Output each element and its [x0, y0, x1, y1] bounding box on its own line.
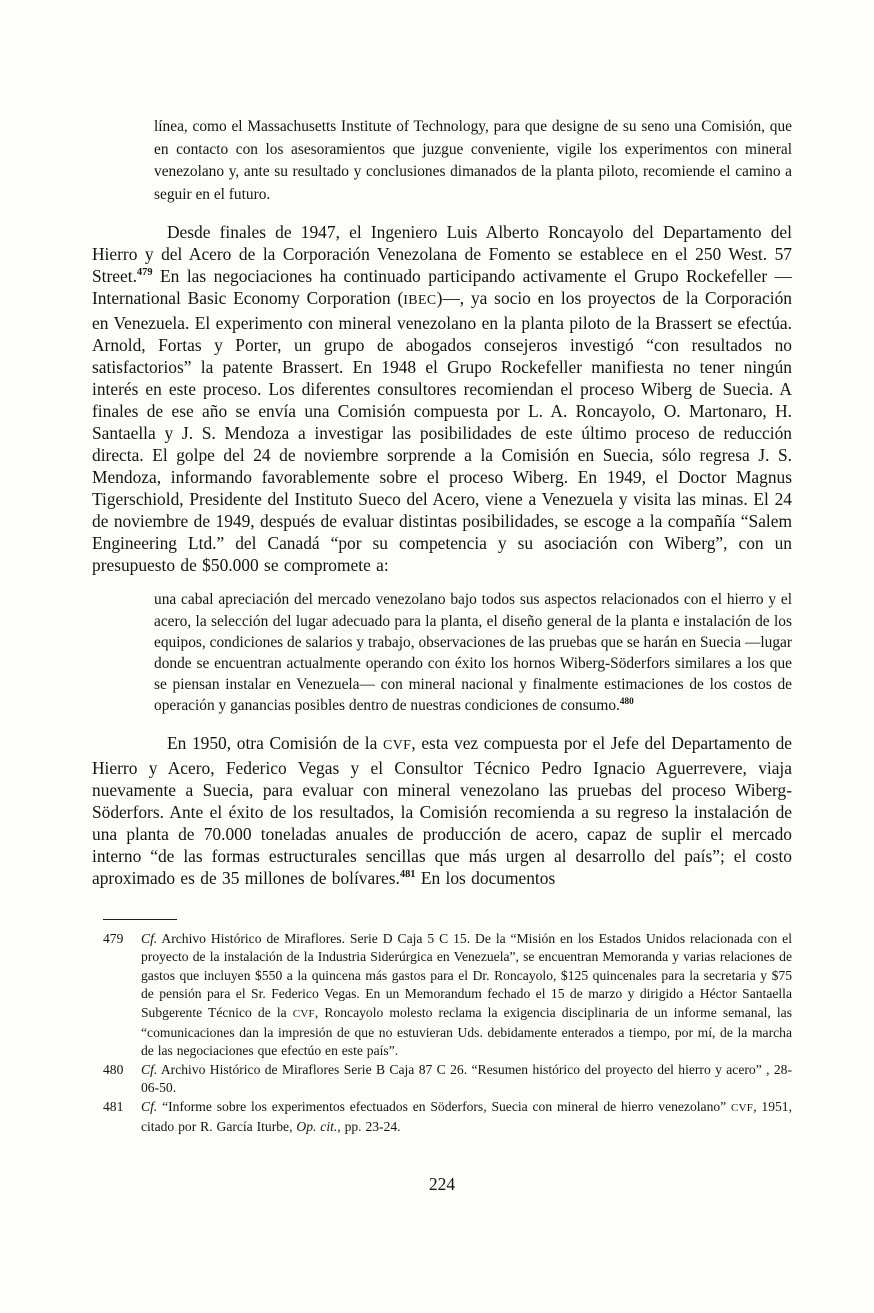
footnote-text: Cf. Archivo Histórico de Miraflores. Serie D Caja 5 C 15. De la “Misión en los Estados Unidos relacionada con el proyecto de la instalación de la Industria Siderúrgica en Venezuela”, se encuentran Memoranda y varias relaciones de gastos que incluyen $550 a la quincena más gastos para el Dr. Roncayolo, $125 quincenales para la secretaria y $75 de pensión para el Sr. Federico Vegas. En un Memorandum fechado el 15 de marzo y dirigido a Héctor Santaella Subgerente Técnico de la CVF, Roncayolo molesto reclama la exigencia disciplinaria de un informe semanal, las “comunicaciones dan la impresión de que no estuvieran Uds. debidamente enterados a tiempo, por mí, de la marcha de las negociaciones que efectúo en este país”.	[141, 930, 792, 1059]
block-quote-top: línea, como el Massachusetts Institute of Technology, para que designe de su seno una Comisión, que en contacto con los asesoramientos que juzgue conveniente, vigile los experimentos con mineral venezolano y, ante su resultado y conclusiones dimanados de la planta piloto, recomiende el camino a seguir en el futuro.	[154, 118, 792, 203]
block-quote-inner: una cabal apreciación del mercado venezolano bajo todos sus aspectos relacionados con el hierro y el acero, la selección del lugar adecuado para la planta, el diseño general de la planta e instalación de los equipos, condiciones de salarios y trabajo, observaciones de las pruebas que se harán en Suecia —lugar donde se encuentran actualmente operando con éxito los hornos Wiberg-Söderfors similares a los que se piensan instalar en Venezuela— con mineral nacional y finalmente estimaciones de los costos de operación y ganancias posibles dentro de nuestras condiciones de consumo.$^{480}$	[154, 591, 792, 715]
footnote-479	[92, 930, 792, 1061]
footnote-number: 480	[103, 1061, 124, 1077]
footnote-text: Cf. “Informe sobre los experimentos efectuados en Söderfors, Suecia con mineral de hierro venezolano” CVF, 1951, citado por R. García Iturbe, Op. cit., pp. 23-24.	[141, 1098, 793, 1134]
footnote-number: 479	[103, 930, 124, 946]
footnote-separator	[103, 919, 177, 920]
main-paragraph-2: En 1950, otra Comisión de la CVF, esta vez compuesta por el Jefe del Departamento de Hierro y Acero, Federico Vegas y el Consultor Técnico Pedro Ignacio Aguerrevere, viaja nuevamente a Suecia, para evaluar con mineral venezolano las pruebas del proceso Wiberg-Söderfors. Ante el éxito de los resultados, la Comisión recomienda a su regreso la instalación de una planta de 70.000 toneladas anuales de producción de acero, capaz de suplir el mercado interno “de las formas estructurales sencillas que más urgen al desarrollo del país”; el costo aproximado es de 35 millones de bolívares.$^{481}$ En los documentos	[92, 732, 792, 888]
footnote-text: Cf. Archivo Histórico de Miraflores Serie B Caja 87 C 26. “Resumen histórico del proyecto del hierro y acero” , 28-06-50.	[141, 1061, 792, 1096]
footnote-number: 481	[103, 1098, 124, 1114]
main-paragraph-1: Desde finales de 1947, el Ingeniero Luis Alberto Roncayolo del Departamento del Hierro y del Acero de la Corporación Venezolana de Fomento se establece en el 250 West. 57 Street.$^{479}$ En las negociaciones ha continuado participando activamente el Grupo Rockefeller —International Basic Economy Corporation (IBEC)—, ya socio en los proyectos de la Corporación en Venezuela. El experimento con mineral venezolano en la planta piloto de la Brassert se efectúa. Arnold, Fortas y Porter, un grupo de abogados consejeros investigó “con resultados no satisfactorios” la patente Brassert. En 1948 el Grupo Rockefeller manifiesta no tener ningún interés en este proceso. Los diferentes consultores recomiendan el proceso Wiberg de Suecia. A finales de ese año se envía una Comisión compuesta por L. A. Roncayolo, O. Martonaro, H. Santaella y J. S. Mendoza a investigar las posibilidades de este último proceso de reducción directa. El golpe del 24 de noviembre sorprende a la Comisión en Suecia, sólo regresa J. S. Mendoza, informando favorablemente sobre el proceso Wiberg. En 1949, el Doctor Magnus Tigerschiold, Presidente del Instituto Sueco del Acero, viene a Venezuela y visita las minas. El 24 de noviembre de 1949, después de evaluar distintas posibilidades, se escoge a la compañía “Salem Engineering Ltd.” del Canadá “por su competencia y su asociación con Wiberg”, con un presupuesto de $50.000 se compromete a:	[92, 222, 792, 576]
page-number: 224	[428, 1174, 456, 1195]
footnote-481	[92, 1098, 792, 1136]
footnote-480	[92, 1061, 792, 1098]
footnotes-section	[92, 930, 792, 1137]
